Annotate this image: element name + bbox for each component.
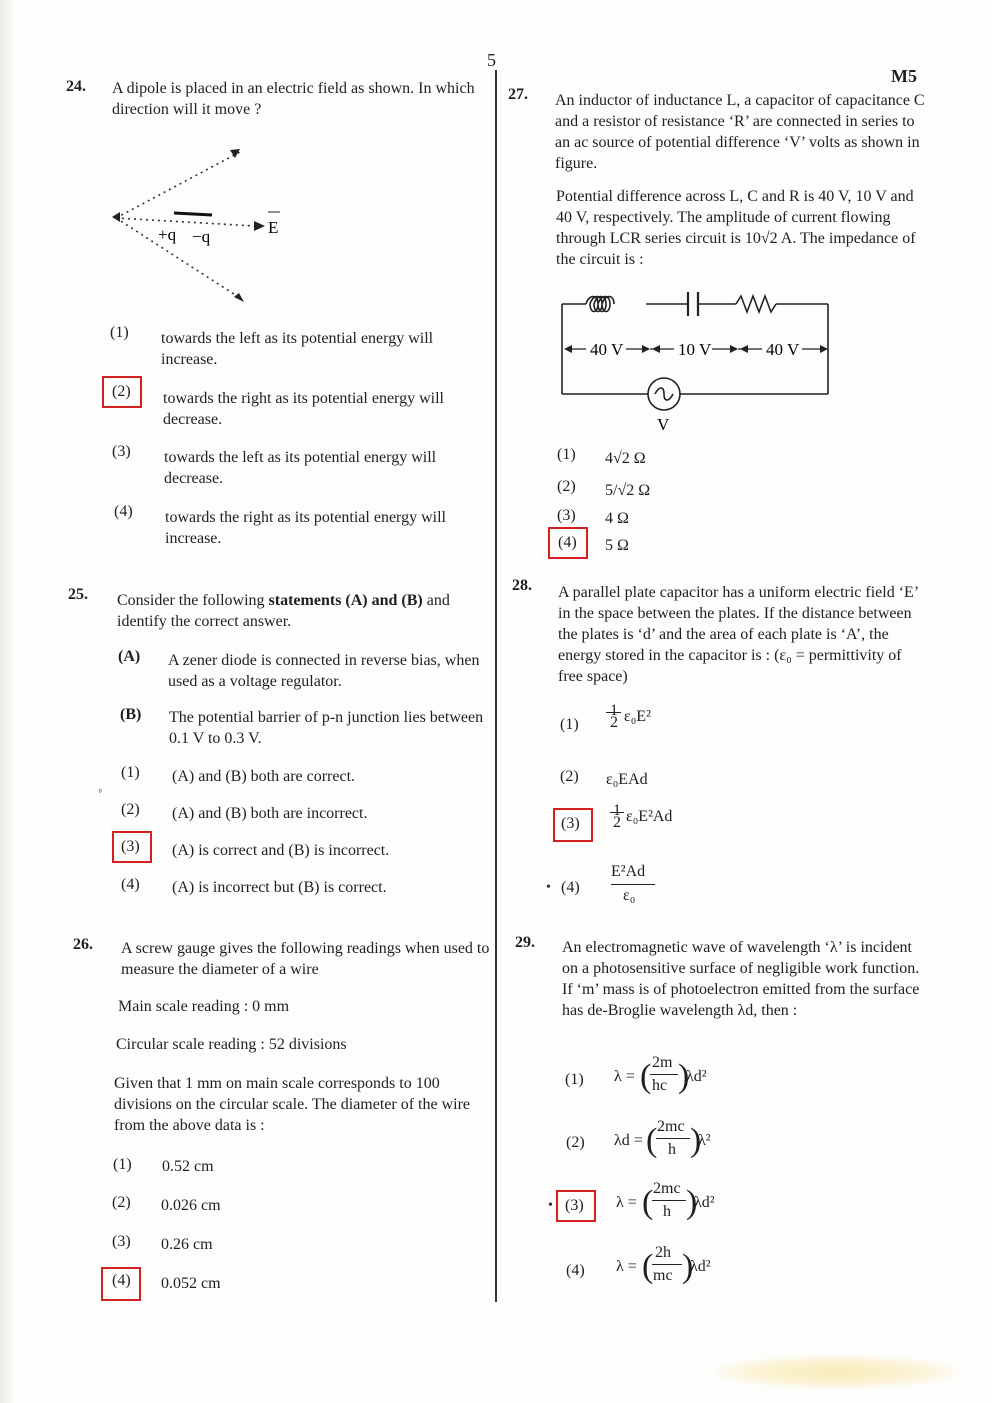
q25-statement-b: The potential barrier of p-n junction lies between 0.1 V to 0.3 V. [169, 709, 484, 747]
q27-option-4-label[interactable]: (4) [558, 534, 577, 551]
q29-opt2-num: 2mc [657, 1118, 685, 1135]
q29-opt1-lhs: λ = [614, 1068, 635, 1085]
q28-opt3-bar [610, 812, 624, 813]
q28-option-2[interactable]: ε₀EAd [606, 771, 648, 788]
q26-given: Given that 1 mm on main scale corresponds to 100 divisions on the circular scale. The diameter of the wire from the above data is : [114, 1075, 471, 1134]
pen-mark: • [548, 1198, 553, 1213]
field-arrow-left [112, 212, 120, 222]
page-number: 5 [487, 50, 496, 70]
q29-opt2-lhs: λd = [614, 1132, 643, 1149]
q26-text: A screw gauge gives the following readings when used to measure the diameter of a wire [121, 940, 490, 978]
vc-label: 10 V [678, 340, 712, 359]
q28-opt4-num: E²Ad [611, 863, 646, 880]
q29-opt3-num: 2mc [653, 1180, 681, 1197]
inductor-coil [586, 297, 614, 312]
q28-number: 28. [512, 577, 532, 594]
q24-text: A dipole is placed in an electric field as shown. In which direction will it move ? [112, 80, 475, 118]
q26-option-2[interactable]: 0.026 cm [161, 1197, 221, 1214]
field-arrow-down [234, 293, 244, 302]
source-v-label: V [657, 415, 670, 434]
q29-opt3-bar [652, 1200, 686, 1201]
q29-opt2-den: h [668, 1141, 676, 1158]
q25-statement-b-label: (B) [120, 706, 142, 723]
q26-option-3-label[interactable]: (3) [112, 1233, 131, 1250]
q25-option-1[interactable]: (A) and (B) both are correct. [172, 768, 356, 785]
q24-option-2[interactable]: towards the right as its potential energy will decrease. [163, 390, 444, 428]
q26-option-1-label[interactable]: (1) [113, 1156, 132, 1173]
q26-circular-scale: Circular scale reading : 52 divisions [116, 1036, 347, 1053]
q29-opt1-lparen: ( [640, 1058, 652, 1095]
field-e-label: E [268, 218, 279, 237]
q29-opt1-rparen: ) [678, 1058, 690, 1095]
q29-opt1-rhs: λd² [686, 1068, 707, 1085]
pen-mark: ﾟ [98, 790, 105, 805]
q28-opt3-num: 1 [613, 802, 621, 819]
q28-opt4-den: ε₀ [623, 887, 636, 904]
q24-option-4[interactable]: towards the right as its potential energy will increase. [165, 509, 446, 547]
q26-option-2-label[interactable]: (2) [112, 1194, 131, 1211]
q28-opt3-rest: ε₀E²Ad [626, 808, 673, 825]
q26-option-3[interactable]: 0.26 cm [161, 1236, 213, 1253]
q29-opt3-rhs: λd² [694, 1194, 715, 1211]
lcr-circuit [556, 288, 840, 436]
q27-option-4[interactable]: 5 Ω [605, 537, 629, 554]
q24-option-3[interactable]: towards the left as its potential energy will decrease. [164, 449, 437, 487]
plus-q-label: +q [158, 225, 177, 244]
q26-main-scale: Main scale reading : 0 mm [118, 998, 290, 1015]
q25-number: 25. [68, 586, 88, 603]
q25-option-4-label[interactable]: (4) [121, 876, 140, 893]
q29-opt2-rparen: ) [690, 1122, 702, 1159]
q28-option-3-label[interactable]: (3) [561, 815, 580, 832]
q29-opt2-lparen: ( [646, 1122, 658, 1159]
q29-opt3-den: h [663, 1203, 671, 1220]
q27-option-2[interactable]: 5/√2 Ω [605, 482, 651, 499]
vl-label: 40 V [590, 340, 624, 359]
q25-statement-a-label: (A) [118, 648, 141, 665]
q29-opt4-rhs: λd² [690, 1258, 711, 1275]
q29-opt2-bar [656, 1138, 690, 1139]
q28-opt4-bar [611, 884, 655, 885]
q25-option-3-label[interactable]: (3) [121, 838, 140, 855]
q25-statement-a: A zener diode is connected in reverse bias, when used as a voltage regulator. [168, 652, 480, 690]
field-arrow-right [254, 221, 265, 231]
q29-option-3-label[interactable]: (3) [565, 1197, 584, 1214]
q27-number: 27. [508, 86, 528, 103]
q29-opt4-bar [652, 1264, 682, 1265]
q29-opt3-rparen: ) [686, 1184, 698, 1221]
vr-label: 40 V [766, 340, 800, 359]
yellow-stain [712, 1355, 962, 1389]
q26-option-1[interactable]: 0.52 cm [162, 1158, 214, 1175]
q29-opt3-lparen: ( [642, 1184, 654, 1221]
q26-number: 26. [73, 936, 93, 953]
q28-option-1-label[interactable]: (1) [560, 716, 579, 733]
q24-option-4-label[interactable]: (4) [114, 503, 133, 520]
q27-text2: Potential difference across L, C and R is 40 V, 10 V and 40 V, respectively. The amplitude of current flowing through LCR series circuit is 10√2 A. The impedance of the circuit is : [556, 188, 916, 268]
dipole-rod [174, 213, 212, 215]
q25-option-4[interactable]: (A) is incorrect but (B) is correct. [172, 879, 387, 896]
q26-option-4[interactable]: 0.052 cm [161, 1275, 221, 1292]
dipole-figure [100, 140, 310, 310]
q29-opt4-num: 2h [655, 1244, 671, 1261]
q29-number: 29. [515, 934, 535, 951]
q29-opt2-rhs: λ² [698, 1132, 711, 1149]
q28-opt1-bar [606, 712, 621, 713]
q28-opt1-num: 1 [610, 702, 618, 719]
q26-option-4-label[interactable]: (4) [112, 1272, 131, 1289]
q25-option-2-label[interactable]: (2) [121, 801, 140, 818]
q24-option-2-label[interactable]: (2) [112, 383, 131, 400]
q25-option-2[interactable]: (A) and (B) both are incorrect. [172, 805, 368, 822]
q29-option-4-label[interactable]: (4) [566, 1262, 585, 1279]
q24-option-1-label[interactable]: (1) [110, 324, 129, 341]
q29-opt3-lhs: λ = [616, 1194, 637, 1211]
q29-text: An electromagnetic wave of wavelength ‘λ’ is incident on a photosensitive surface of negligible work function. If ‘m’ mass is of photoelectron emitted from the surface has de-Broglie wavelength λd, then : [562, 939, 920, 1019]
q25-option-3[interactable]: (A) is correct and (B) is incorrect. [172, 842, 390, 859]
q25-text: Consider the following statements (A) and (B) and identify the correct answer. [117, 592, 450, 630]
q29-opt1-den: hc [652, 1077, 668, 1094]
q28-text: A parallel plate capacitor has a uniform electric field ‘E’ in the space between the plates. If the distance between the plates is ‘d’ and the area of each plate is ‘A’, the energy stored in the capacitor is : (ε₀ = permittivity of free space) [558, 584, 918, 685]
q29-option-2-label[interactable]: (2) [566, 1134, 585, 1151]
q28-option-4-label[interactable]: (4) [561, 879, 580, 896]
q27-option-1[interactable]: 4√2 Ω [605, 450, 646, 467]
ac-source-icon [655, 388, 673, 400]
q27-option-1-label[interactable]: (1) [557, 446, 576, 463]
q29-opt4-den: mc [653, 1267, 673, 1284]
q28-opt1-rest: ε₀E² [624, 708, 651, 725]
q29-opt4-lparen: ( [642, 1248, 654, 1285]
pen-mark: • [546, 880, 551, 895]
q28-opt3-den: 2 [613, 814, 621, 831]
q27-option-3-label[interactable]: (3) [557, 507, 576, 524]
q29-opt1-num: 2m [652, 1054, 673, 1071]
q25-option-1-label[interactable]: (1) [121, 764, 140, 781]
q24-option-3-label[interactable]: (3) [112, 443, 131, 460]
q29-option-1-label[interactable]: (1) [565, 1071, 584, 1088]
scan-edge-shadow [0, 0, 14, 1403]
q29-opt1-bar [650, 1074, 678, 1075]
q28-opt1-den: 2 [610, 714, 618, 731]
q27-option-3[interactable]: 4 Ω [605, 510, 629, 527]
minus-q-label: −q [192, 227, 211, 246]
q24-option-1[interactable]: towards the left as its potential energy will increase. [161, 330, 434, 368]
q29-opt4-lhs: λ = [616, 1258, 637, 1275]
q29-opt4-rparen: ) [682, 1248, 694, 1285]
q28-option-2-label[interactable]: (2) [560, 768, 579, 785]
q27-text: An inductor of inductance L, a capacitor of capacitance C and a resistor of resistance ‘R’ are connected in series to an ac source of potential difference ‘V’ volts as shown in figure. [555, 92, 925, 172]
paper-code: M5 [891, 66, 917, 86]
column-divider [495, 70, 497, 1302]
q27-option-2-label[interactable]: (2) [557, 478, 576, 495]
resistor-zigzag [736, 296, 776, 312]
q24-number: 24. [66, 78, 86, 95]
